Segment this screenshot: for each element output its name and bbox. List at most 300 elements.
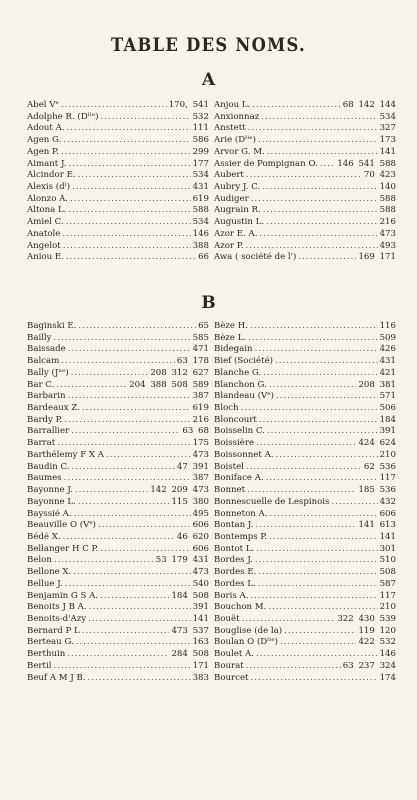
entry-name: Belon (27, 555, 52, 566)
index-entry (27, 112, 209, 124)
entry-name: Angelot (27, 240, 61, 251)
entry-pages: 70 423 (363, 170, 396, 181)
entry-name: Bellanger H C P. (27, 543, 99, 554)
entry-name: Boris A. (214, 590, 249, 601)
entry-pages: 585 (192, 332, 209, 343)
entry-pages: 208 312 627 (150, 367, 209, 378)
index-entry (27, 626, 209, 638)
index-entry (27, 520, 209, 532)
entry-name: Baissade (27, 344, 66, 355)
dot-leader (261, 112, 377, 124)
entry-pages: 540 (192, 578, 209, 589)
entry-pages: 506 (379, 403, 396, 414)
index-entry (214, 626, 396, 638)
entry-pages: 387 (192, 473, 209, 484)
dot-leader (242, 614, 336, 626)
entry-name: Bordes J. (214, 555, 253, 566)
index-entry (27, 333, 209, 345)
entry-pages: 327 (379, 123, 396, 134)
entry-name: Alexis (dˡ) (27, 182, 71, 193)
entry-name: Alonzo A. (27, 193, 69, 204)
entry-name: Anatole (27, 228, 61, 239)
entry-pages: 473 537 (171, 625, 209, 636)
entry-name: Balcam (27, 356, 60, 367)
entry-name: Bouchon M. (214, 602, 267, 613)
index-entry (214, 485, 396, 497)
entry-pages: 534 (192, 217, 209, 228)
dot-leader (246, 170, 362, 182)
entry-pages: 387 (192, 391, 209, 402)
entry-pages: 63 178 (176, 356, 209, 367)
entry-pages: 532 (192, 111, 209, 122)
index-entry (214, 170, 396, 182)
index-entry (214, 579, 396, 591)
dot-leader (88, 614, 191, 626)
dot-leader (75, 485, 148, 497)
dot-leader (298, 252, 356, 264)
dot-leader (248, 333, 377, 345)
dot-leader (88, 673, 191, 685)
entry-name: Agen G. (27, 135, 62, 146)
entry-pages: 509 (379, 332, 396, 343)
entry-name: Aniou E. (27, 252, 64, 263)
dot-leader (66, 252, 196, 264)
entry-pages: 184 508 (171, 590, 209, 601)
index-entry (214, 241, 396, 253)
entry-name: Augustin L. (214, 217, 265, 228)
index-entry (214, 391, 396, 403)
entry-name: Blanchon G. (214, 379, 267, 390)
entry-pages: 171 (192, 660, 209, 671)
dot-leader (331, 497, 377, 509)
dot-leader (106, 450, 191, 462)
entry-pages: 391 (379, 426, 396, 437)
dot-leader (258, 135, 378, 147)
dot-leader (61, 356, 175, 368)
dot-leader (255, 520, 356, 532)
dot-leader (276, 391, 378, 403)
entry-name: Bally (Jⁿᵉ) (27, 367, 69, 378)
entry-name: Baumes (27, 473, 62, 484)
index-entry (214, 344, 396, 356)
entry-name: Boniface A. (214, 473, 264, 484)
dot-leader (100, 591, 169, 603)
dot-leader (67, 649, 169, 661)
index-entry (27, 649, 209, 661)
dot-leader (73, 567, 190, 579)
entry-pages: 65 (198, 321, 209, 331)
index-entry (214, 380, 396, 392)
index-entry (27, 614, 209, 626)
entry-name: Bertil (27, 660, 52, 671)
entry-pages: 173 (379, 135, 396, 146)
dot-leader (65, 579, 191, 591)
dot-leader (78, 321, 196, 333)
entry-name: Aimant J. (27, 158, 67, 169)
dot-leader (68, 344, 191, 356)
index-entry (214, 602, 396, 614)
entry-pages: 116 (379, 321, 396, 331)
entry-name: Blandeau (Vᵉ) (214, 391, 274, 402)
dot-leader (250, 591, 377, 603)
dot-leader (246, 661, 341, 673)
index-entry (214, 123, 396, 135)
entry-name: Bayssié A. (27, 508, 72, 519)
dot-leader (256, 438, 356, 450)
entry-pages: 53 179 431 (155, 555, 209, 566)
entry-pages: 471 (192, 344, 209, 355)
page-title: TABLE DES NOMS. (110, 34, 307, 56)
entry-pages: 473 (192, 567, 209, 578)
index-entry (27, 391, 209, 403)
entry-pages: 588 (379, 193, 396, 204)
entry-name: Boulan O (Dˡˡᵉ) (214, 637, 279, 648)
index-entry (27, 159, 209, 171)
dot-leader (57, 438, 190, 450)
dot-leader (256, 649, 378, 661)
index-entry (27, 473, 209, 485)
entry-name: Boissonnet A. (214, 449, 274, 460)
dot-leader (284, 626, 356, 638)
entry-pages: 322 430 539 (337, 613, 396, 624)
entry-pages: 587 (379, 578, 396, 589)
entry-pages: 588 (192, 205, 209, 216)
index-entry (214, 520, 396, 532)
entry-pages: 571 (379, 391, 396, 402)
index-entry (214, 368, 396, 380)
dot-leader (68, 159, 190, 171)
index-entry (27, 579, 209, 591)
entry-pages: 216 (192, 414, 209, 425)
index-column-a-right (214, 100, 396, 264)
dot-leader (61, 100, 167, 112)
entry-name: Boisselin C. (214, 426, 265, 437)
entry-name: Bèze H. (214, 321, 248, 331)
entry-pages: 140 (379, 182, 396, 193)
entry-pages: 216 (379, 217, 396, 228)
index-entry (27, 426, 209, 438)
index-entry (27, 356, 209, 368)
entry-pages: 63 237 324 (342, 660, 396, 671)
dot-leader (89, 602, 191, 614)
dot-leader (54, 555, 154, 567)
entry-name: Barbarin (27, 391, 66, 402)
entry-name: Benoits J B A. (27, 602, 87, 613)
entry-pages: 431 (192, 182, 209, 193)
index-entry (214, 497, 396, 509)
entry-pages: 508 (379, 567, 396, 578)
index-entry (214, 252, 396, 264)
section-letter-b: B (201, 293, 216, 313)
entry-name: Berthuin (27, 649, 66, 660)
dot-leader (246, 241, 378, 253)
dot-leader (241, 403, 378, 415)
entry-name: Blanche G. (214, 367, 262, 378)
entry-pages: 63 68 (182, 426, 209, 437)
entry-pages: 185 536 (358, 485, 396, 496)
index-entry (214, 205, 396, 217)
entry-name: Altona L. (27, 205, 67, 216)
dot-leader (267, 147, 378, 159)
entry-pages: 142 209 473 (150, 485, 209, 496)
entry-pages: 175 (192, 438, 209, 449)
entry-pages: 606 (379, 508, 396, 519)
dot-leader (63, 241, 191, 253)
dot-leader (263, 368, 377, 380)
dot-leader (250, 673, 377, 685)
index-entry (214, 637, 396, 649)
entry-pages: 586 (192, 135, 209, 146)
entry-name: Augrain R. (214, 205, 261, 216)
index-entry (27, 368, 209, 380)
entry-pages: 117 (379, 590, 396, 601)
entry-pages: 431 (379, 356, 396, 367)
dot-leader (64, 473, 191, 485)
index-entry (214, 194, 396, 206)
index-entry (27, 485, 209, 497)
index-entry (214, 356, 396, 368)
entry-pages: 141 (192, 613, 209, 624)
entry-pages: 421 (379, 367, 396, 378)
entry-name: Bloch (214, 403, 239, 414)
entry-name: Bloncourt (214, 414, 257, 425)
dot-leader (64, 415, 190, 427)
index-entry (214, 333, 396, 345)
index-entry (214, 147, 396, 159)
index-entry (27, 229, 209, 241)
index-entry (214, 438, 396, 450)
index-entry (27, 194, 209, 206)
dot-leader (67, 123, 191, 135)
entry-name: Baginski E. (27, 321, 77, 331)
index-entry (214, 112, 396, 124)
dot-leader (258, 567, 377, 579)
dot-leader (280, 637, 356, 649)
dot-leader (259, 229, 377, 241)
dot-leader (246, 462, 362, 474)
index-entry (27, 205, 209, 217)
entry-name: Bidegain (214, 344, 253, 355)
index-entry (214, 661, 396, 673)
entry-name: Anstett (214, 123, 246, 134)
index-entry (27, 591, 209, 603)
dot-leader (78, 170, 191, 182)
dot-leader (56, 380, 127, 392)
entry-name: Bouët (214, 613, 240, 624)
dot-leader (320, 159, 336, 171)
entry-name: Assier de Pompignan O. (214, 158, 318, 169)
index-column-b-right (214, 321, 396, 684)
entry-name: Bernard P L (27, 625, 80, 636)
index-column-a-left (27, 100, 209, 264)
entry-pages: 606 (192, 520, 209, 531)
entry-pages: 391 (192, 602, 209, 613)
index-entry (214, 100, 396, 112)
index-entry (27, 438, 209, 450)
entry-pages: 588 (379, 205, 396, 216)
entry-pages: 284 508 (171, 649, 209, 660)
index-entry (214, 462, 396, 474)
entry-pages: 117 (379, 473, 396, 484)
entry-pages: 426 (379, 344, 396, 355)
dot-leader (68, 391, 191, 403)
entry-name: Bayonne L. (27, 496, 76, 507)
dot-leader (267, 426, 378, 438)
dot-leader (269, 532, 377, 544)
entry-name: Alcindor E. (27, 170, 76, 181)
index-entry (27, 532, 209, 544)
index-entry (214, 591, 396, 603)
entry-name: Amiel C. (27, 217, 64, 228)
dot-leader (61, 147, 191, 159)
index-entry (27, 403, 209, 415)
entry-name: Barrallier (27, 426, 70, 437)
index-entry (214, 159, 396, 171)
entry-name: Agen P. (27, 146, 59, 157)
index-entry (27, 509, 209, 521)
entry-pages: 170, 541 (168, 100, 209, 110)
index-entry (27, 100, 209, 112)
entry-pages: 383 (192, 672, 209, 683)
entry-name: Barrat (27, 438, 56, 449)
index-entry (27, 555, 209, 567)
entry-name: Bardeaux Z. (27, 403, 80, 414)
entry-name: Aubry J. C. (214, 182, 261, 193)
dot-leader (258, 579, 378, 591)
entry-pages: 115 380 (171, 496, 209, 507)
entry-name: Arvor G. M. (214, 146, 265, 157)
entry-name: Anjou L. (214, 100, 251, 110)
entry-name: Azor P. (214, 240, 244, 251)
index-entry (27, 673, 209, 685)
entry-pages: 301 (379, 543, 396, 554)
dot-leader (250, 321, 378, 333)
dot-leader (82, 403, 191, 415)
entry-pages: 119 120 (358, 625, 396, 636)
index-entry (214, 509, 396, 521)
index-entry (27, 450, 209, 462)
entry-name: Bellue J. (27, 578, 63, 589)
index-entry (214, 555, 396, 567)
entry-pages: 146 (379, 649, 396, 660)
index-column-b-left (27, 321, 209, 684)
entry-pages: 141 (379, 146, 396, 157)
dot-leader (266, 217, 377, 229)
entry-name: Beauville O (Vᵉ) (27, 520, 96, 531)
entry-pages: 619 (192, 403, 209, 414)
entry-name: Adolphe R. (Dˡˡᵉ) (27, 111, 99, 122)
dot-leader (276, 450, 378, 462)
dot-leader (248, 123, 378, 135)
entry-name: Boissière (214, 438, 255, 449)
index-entry (27, 462, 209, 474)
index-entry (214, 415, 396, 427)
entry-name: Berteau G. (27, 637, 74, 648)
entry-name: Aubert (214, 170, 244, 181)
entry-name: Boistel (214, 461, 244, 472)
index-entry (27, 637, 209, 649)
index-entry (27, 321, 209, 333)
entry-name: Anxionnaz (214, 111, 260, 122)
index-entry (27, 182, 209, 194)
index-entry (214, 532, 396, 544)
dot-leader (72, 462, 175, 474)
entry-pages: 473 (192, 449, 209, 460)
dot-leader (66, 217, 191, 229)
entry-pages: 184 (379, 414, 396, 425)
entry-pages: 62 536 (363, 461, 396, 472)
dot-leader (53, 661, 190, 673)
index-entry (27, 544, 209, 556)
index-entry (214, 182, 396, 194)
entry-name: Azor E. A. (214, 228, 258, 239)
entry-pages: 432 (379, 496, 396, 507)
entry-pages: 424 624 (358, 438, 396, 449)
dot-leader (63, 532, 175, 544)
entry-name: Baudin C. (27, 461, 70, 472)
dot-leader (263, 205, 378, 217)
entry-name: Beuf A M J B. (27, 672, 86, 683)
dot-leader (255, 344, 378, 356)
dot-leader (71, 426, 180, 438)
entry-name: Bief (Société) (214, 356, 274, 367)
index-entry (27, 661, 209, 673)
dot-leader (74, 509, 191, 521)
index-entry (27, 344, 209, 356)
index-entry (214, 614, 396, 626)
entry-name: Bardy P. (27, 414, 63, 425)
dot-leader (275, 356, 378, 368)
index-entry (27, 497, 209, 509)
dot-leader (100, 544, 190, 556)
entry-name: Bailly (27, 332, 52, 343)
index-entry (214, 135, 396, 147)
dot-leader (266, 473, 378, 485)
entry-name: Bourat (214, 660, 244, 671)
entry-pages: 606 (192, 543, 209, 554)
entry-name: Bourcet (214, 672, 249, 683)
dot-leader (78, 497, 170, 509)
entry-name: Benoits-d'Azy (27, 613, 87, 624)
entry-pages: 174 (379, 672, 396, 683)
entry-name: Boulet A. (214, 649, 254, 660)
entry-pages: 422 532 (358, 637, 396, 648)
index-entry (27, 567, 209, 579)
entry-pages: 169 171 (358, 252, 396, 263)
index-entry (27, 147, 209, 159)
dot-leader (101, 112, 191, 124)
dot-leader (72, 182, 191, 194)
entry-name: Audiger (214, 193, 249, 204)
dot-leader (269, 509, 377, 521)
index-entry (27, 415, 209, 427)
index-entry (27, 252, 209, 264)
entry-pages: 208 381 (358, 379, 396, 390)
entry-pages: 495 (192, 508, 209, 519)
dot-leader (76, 637, 191, 649)
entry-pages: 68 142 144 (342, 100, 396, 110)
dot-leader (252, 100, 340, 112)
entry-name: Abel Vᵉ (27, 100, 59, 110)
entry-name: Bouglise (de la) (214, 625, 283, 636)
dot-leader (82, 626, 170, 638)
entry-pages: 163 (192, 637, 209, 648)
entry-pages: 204 388 508 589 (129, 379, 209, 390)
entry-name: Bonnescuelle de Lespinois (214, 496, 330, 507)
dot-leader (269, 380, 357, 392)
entry-name: Bonnet (214, 485, 246, 496)
dot-leader (259, 415, 378, 427)
